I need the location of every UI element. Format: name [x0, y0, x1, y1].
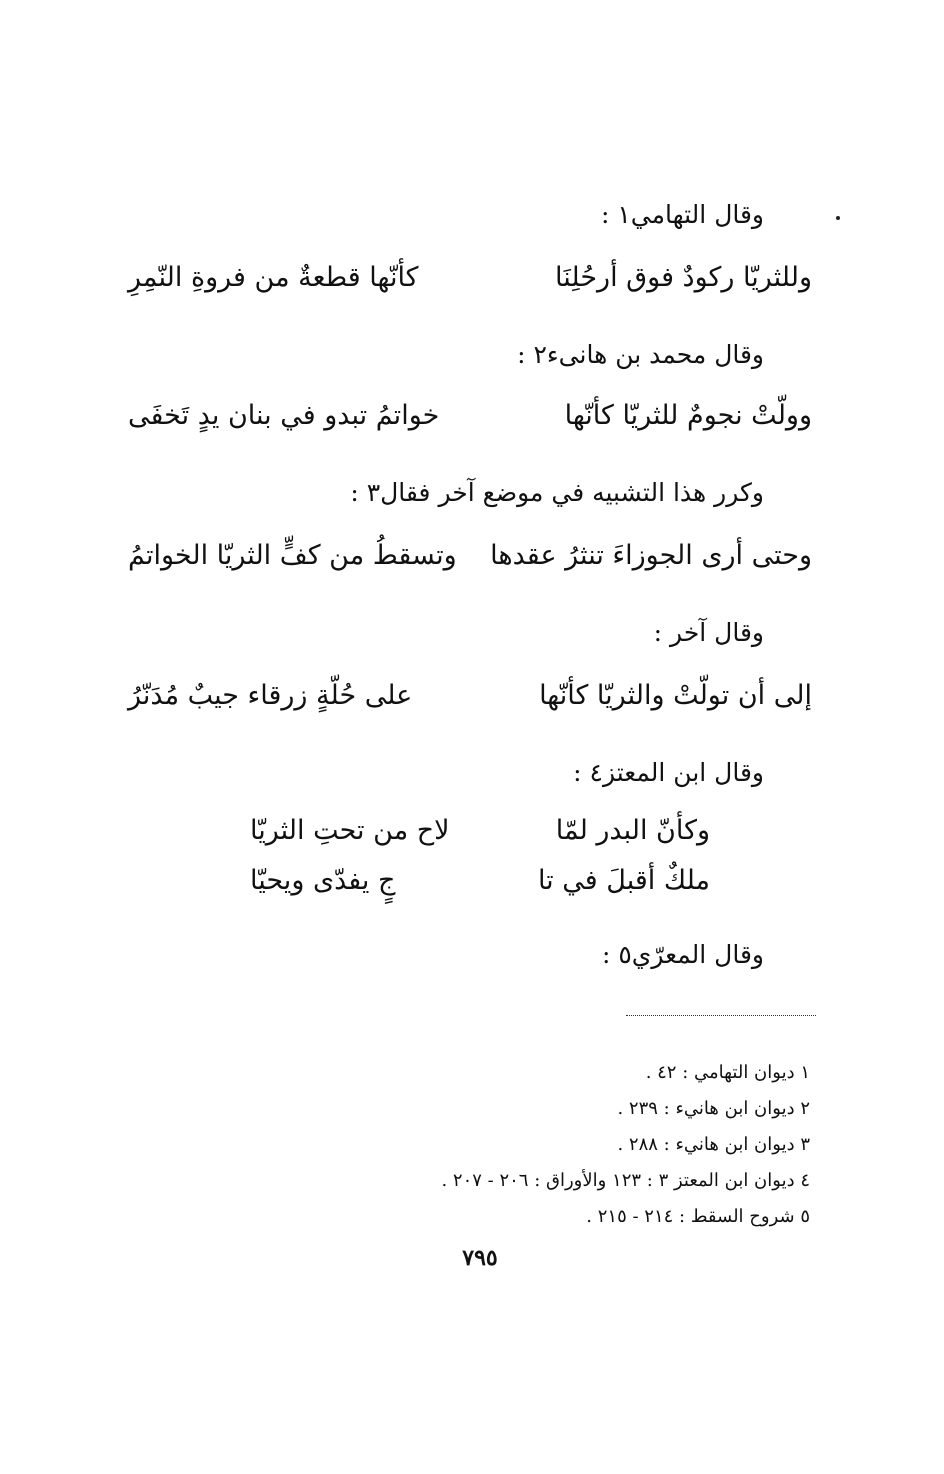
footnote-4: ٤ ديوان ابن المعتز ٣ : ١٢٣ والأوراق : ٢٠٦ - ٢٠٧ .	[441, 1170, 810, 1191]
verse-2-first-hemistich: وولّتْ نجومٌ للثريّا كأنّها	[564, 400, 812, 431]
intro-tihami: وقال التهامي١ :	[600, 200, 764, 229]
verse-2	[128, 400, 812, 431]
verse-5b-second-hemistich: جٍ يفدّى ويحيّا	[250, 865, 396, 896]
footnote-2: ٢ ديوان ابن هانيء : ٢٣٩ .	[617, 1098, 810, 1119]
verse-3-first-hemistich: وحتى أرى الجوزاءَ تنثرُ عقدها	[490, 540, 812, 571]
verse-3	[128, 540, 812, 571]
intro-ibn-hani: وقال محمد بن هانىء٢ :	[517, 340, 764, 369]
verse-1-first-hemistich: وللثريّا ركودٌ فوق أرحُلِنَا	[555, 262, 812, 293]
intro-repeated-simile: وكرر هذا التشبيه في موضع آخر فقال٣ :	[350, 478, 764, 507]
verse-5b-first-hemistich: ملكٌ أقبلَ في تا	[537, 865, 710, 896]
verse-5a-second-hemistich: لاح من تحتِ الثريّا	[250, 815, 450, 846]
intro-al-maarri: وقال المعرّي٥ :	[601, 940, 764, 969]
footnote-1: ١ ديوان التهامي : ٤٢ .	[645, 1062, 810, 1083]
page-number: ٧٩٥	[462, 1245, 498, 1271]
intro-ibn-al-mutazz: وقال ابن المعتز٤ :	[573, 758, 764, 787]
verse-4-second-hemistich: على حُلّةٍ زرقاء جيبٌ مُدَنّرُ	[128, 680, 413, 711]
verse-2-second-hemistich: خواتمُ تبدو في بنان يدٍ تَخفَى	[128, 400, 440, 431]
verse-1-second-hemistich: كأنّها قطعةٌ من فروةِ النّمِرِ	[128, 262, 419, 293]
verse-5a-first-hemistich: وكأنّ البدر لمّا	[555, 815, 710, 846]
intro-another: وقال آخر :	[653, 618, 764, 647]
verse-4	[128, 680, 812, 711]
verse-1	[128, 262, 812, 293]
footnotes	[441, 1055, 810, 1235]
footnote-5: ٥ شروح السقط : ٢١٤ - ٢١٥ .	[586, 1206, 810, 1227]
margin-dot	[836, 216, 840, 220]
footnote-separator	[626, 1015, 816, 1016]
verse-5b	[250, 865, 710, 896]
footnote-3: ٣ ديوان ابن هانيء : ٢٨٨ .	[617, 1134, 810, 1155]
verse-4-first-hemistich: إلى أن تولّتْ والثريّا كأنّها	[539, 680, 812, 711]
verse-3-second-hemistich: وتسقطُ من كفٍّ الثريّا الخواتمُ	[128, 540, 457, 571]
verse-5a	[250, 815, 710, 846]
